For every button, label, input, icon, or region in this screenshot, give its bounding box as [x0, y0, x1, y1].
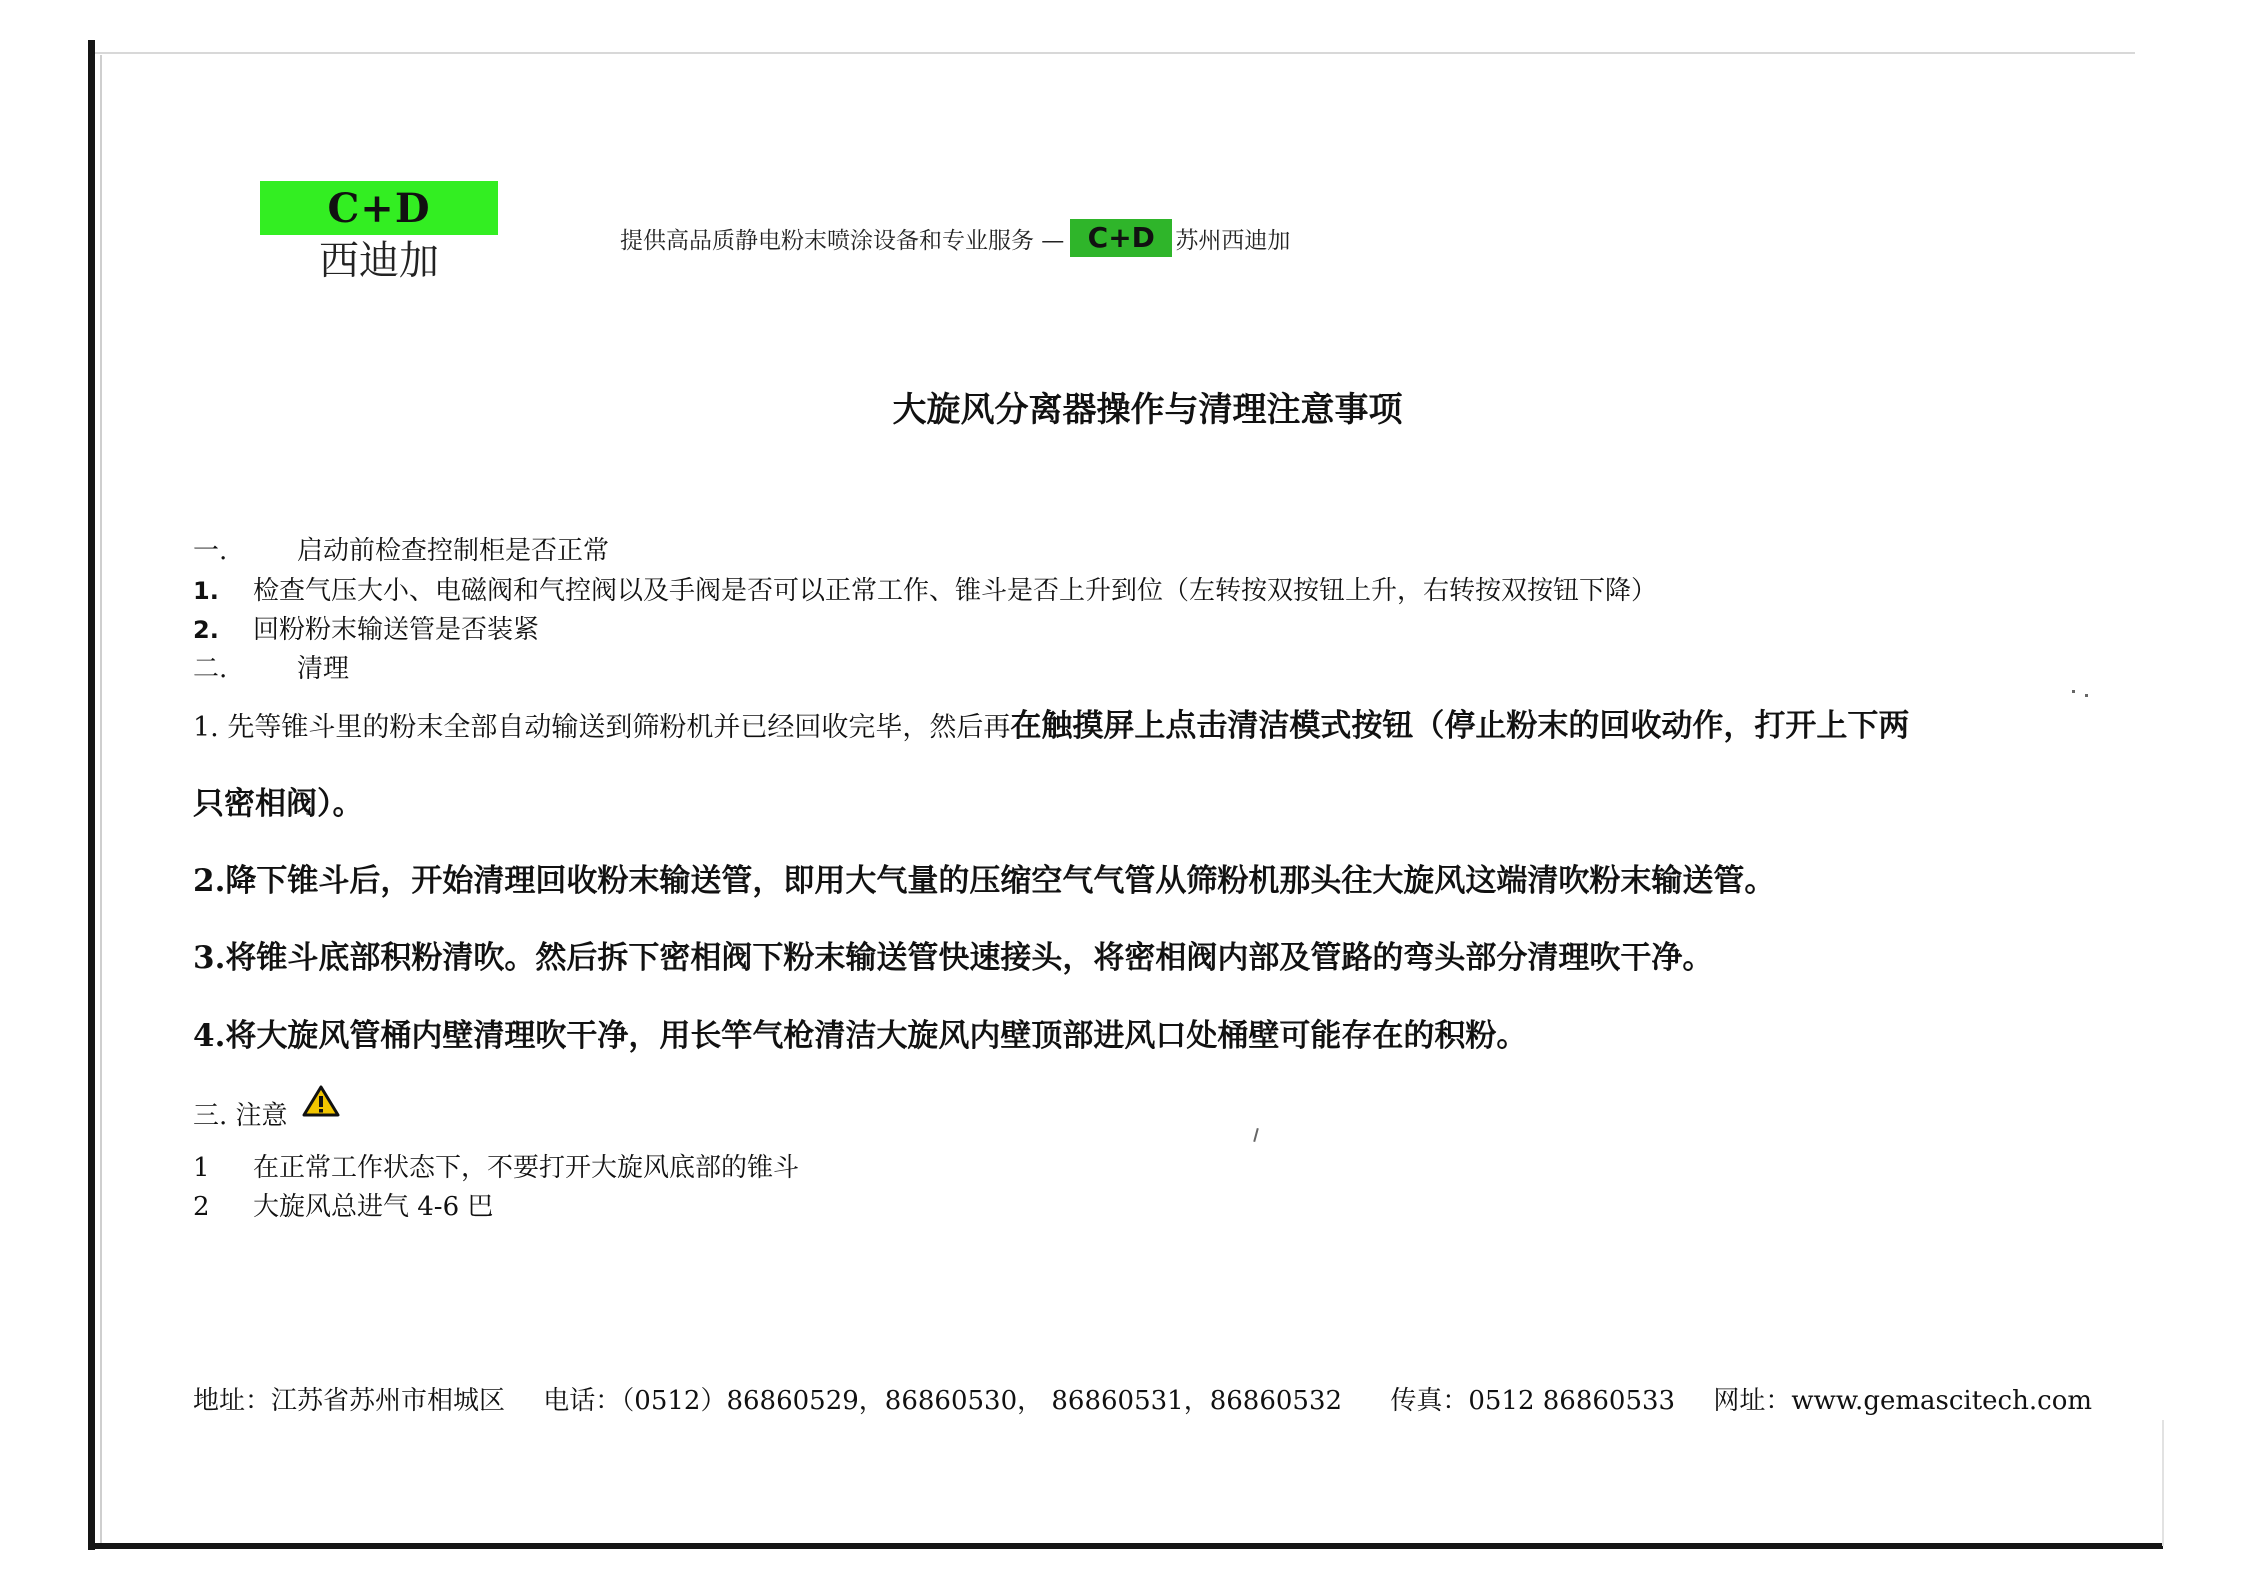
logo-box: [260, 181, 498, 235]
scan-edge-right: [2162, 1420, 2164, 1546]
section1-title: 启动前检查控制柜是否正常: [297, 536, 610, 566]
section2-item-3: 3.将锥斗底部积粉清吹。然后拆下密相阀下粉末输送管快速接头，将密相阀内部及管路的弯头部分清理吹干净。: [193, 940, 1714, 976]
scan-edge-left: [88, 40, 95, 1550]
section1-heading: [193, 530, 609, 567]
section2-heading: [193, 648, 349, 685]
footer-contact: [193, 1380, 2092, 1417]
section2-number: 二.: [193, 654, 228, 684]
section3-heading: [193, 1095, 340, 1132]
scan-edge-top: [95, 52, 2135, 54]
footer-fax: 传真：0512 86860533: [1390, 1386, 1676, 1416]
scan-edge-inner-left: [100, 55, 102, 1543]
section3-item-2: [193, 1186, 493, 1223]
logo-chinese-name: 西迪加: [319, 238, 439, 284]
tagline-logo-text: C+D: [1087, 221, 1155, 254]
footer-address: 地址：江苏省苏州市相城区: [193, 1386, 506, 1416]
section1-item-2: [193, 609, 539, 646]
item-text-plain: 1. 先等锥斗里的粉末全部自动输送到筛粉机并已经回收完毕，然后再: [193, 712, 1011, 743]
scan-speck: [1253, 1128, 1259, 1142]
page-title: 大旋风分离器操作与清理注意事项: [892, 390, 1403, 430]
section2-item-2: 2.降下锥斗后，开始清理回收粉末输送管，即用大气量的压缩空气气管从筛粉机那头往大旋风这端清吹粉末输送管。: [193, 863, 1776, 899]
section1-item-1: [193, 570, 1657, 607]
tagline-prefix: 提供高品质静电粉末喷涂设备和专业服务 —: [620, 227, 1065, 254]
section2-item-1: [193, 700, 1909, 745]
warning-icon: [302, 1085, 340, 1124]
section3-title: 三. 注意: [193, 1101, 288, 1131]
item-text: 回粉粉末输送管是否装紧: [253, 615, 540, 645]
item-text: 检查气压大小、电磁阀和气控阀以及手阀是否可以正常工作、锥斗是否上升到位（左转按双按钮上升，右转按双按钮下降）: [253, 576, 1658, 606]
tagline: [620, 218, 1290, 258]
scan-edge-bottom: [88, 1543, 2163, 1549]
section2-item-4: 4.将大旋风管桶内壁清理吹干净，用长竿气枪清洁大旋风内壁顶部进风口处桶壁可能存在的积粉。: [193, 1018, 1528, 1054]
item-text: 在正常工作状态下，不要打开大旋风底部的锥斗: [253, 1153, 800, 1183]
item-text: 大旋风总进气 4-6 巴: [253, 1192, 494, 1222]
footer-website: 网址：www.gemascitech.com: [1713, 1386, 2093, 1416]
company-logo: [260, 181, 498, 286]
item-number: 1: [193, 1153, 210, 1183]
footer-phone: 电话：（0512）86860529，86860530， 86860531，86860532: [543, 1386, 1343, 1416]
tagline-logo: [1070, 219, 1172, 257]
logo-text: C+D: [327, 184, 431, 232]
section3-item-1: [193, 1147, 799, 1184]
section2-item-1-continued: 只密相阀）。: [193, 786, 364, 822]
scan-speck: [2085, 694, 2088, 697]
item-number: 2: [193, 1192, 210, 1222]
section1-number: 一.: [193, 536, 228, 566]
item-number: 2.: [193, 616, 219, 644]
item-number: 1.: [193, 577, 219, 605]
section2-title: 清理: [297, 654, 350, 684]
scan-speck: [2072, 690, 2075, 693]
tagline-suffix: 苏州西迪加: [1175, 227, 1291, 254]
item-text-bold: 在触摸屏上点击清洁模式按钮（停止粉末的回收动作，打开上下两: [1010, 708, 1910, 744]
